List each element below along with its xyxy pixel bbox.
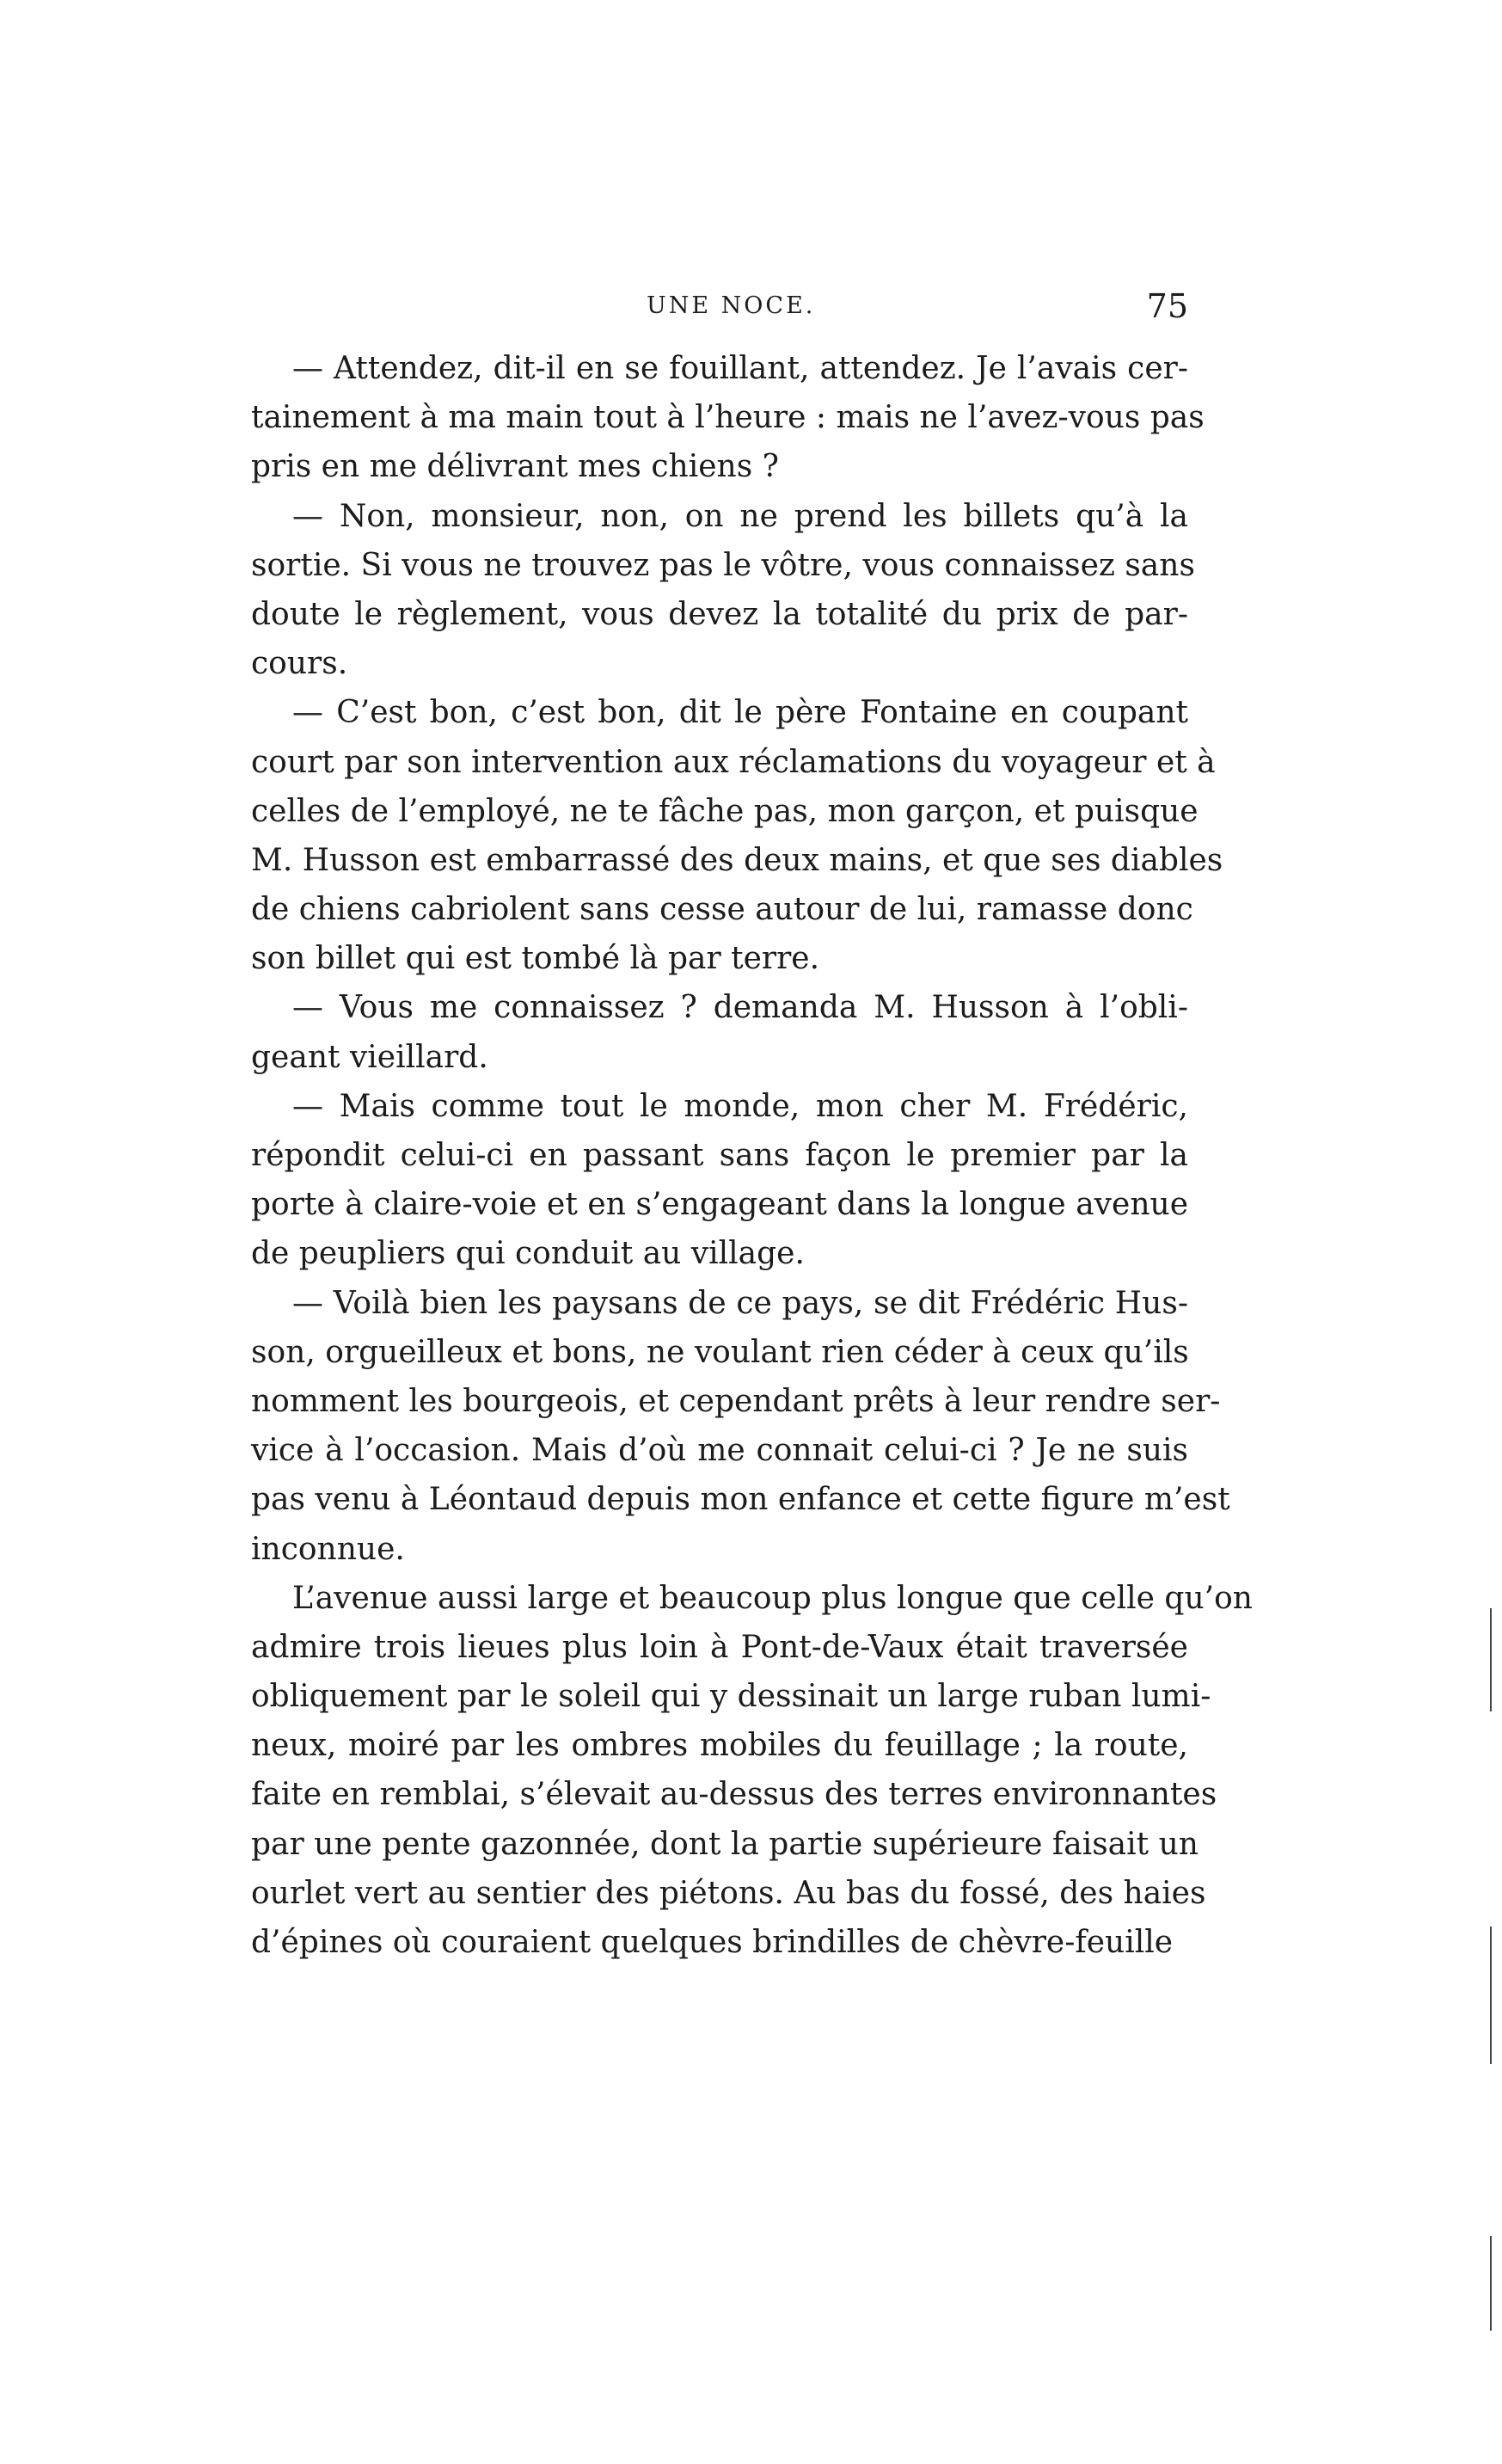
text-line: vice à l’occasion. Mais d’où me connait celui-ci ? Je ne suis [251, 1433, 1188, 1469]
text-line: de chiens cabriolent sans cesse autour de lui, ramasse donc [251, 892, 1193, 928]
running-head: UNE NOCE. [647, 292, 816, 319]
text-line: inconnue. [251, 1531, 405, 1567]
text-line: porte à claire-voie et en s’engageant dans la longue avenue [251, 1187, 1188, 1223]
text-line: — Vous me connaissez ? demanda M. Husson à l’obli- [292, 990, 1188, 1026]
text-line: — C’est bon, c’est bon, dit le père Fontaine en coupant [292, 695, 1188, 731]
text-line: pris en me délivrant mes chiens ? [251, 449, 779, 485]
body-text [251, 344, 1253, 1967]
text-line: faite en remblai, s’élevait au-dessus des terres environnantes [251, 1777, 1217, 1813]
text-line: doute le règlement, vous devez la totalité du prix de par- [251, 596, 1188, 632]
text-line: par une pente gazonnée, dont la partie supérieure faisait un [251, 1826, 1199, 1862]
text-line: M. Husson est embarrassé des deux mains, et que ses diables [251, 842, 1223, 878]
text-line: neux, moiré par les ombres mobiles du feuillage ; la route, [251, 1728, 1188, 1764]
text-line: geant vieillard. [251, 1039, 488, 1075]
text-line: admire trois lieues plus loin à Pont-de-Vaux était traversée [251, 1629, 1188, 1665]
page-header [251, 287, 1188, 344]
text-line: — Voilà bien les paysans de ce pays, se dit Frédéric Hus- [292, 1285, 1188, 1321]
text-line: pas venu à Léontaud depuis mon enfance et cette figure m’est [251, 1482, 1230, 1518]
text-line: son billet qui est tombé là par terre. [251, 941, 820, 977]
text-line: celles de l’employé, ne te fâche pas, mon garçon, et puisque [251, 793, 1199, 829]
text-line: obliquement par le soleil qui y dessinait un large ruban lumi- [251, 1679, 1211, 1715]
text-line: cours. [251, 646, 348, 682]
text-line: L’avenue aussi large et beaucoup plus longue que celle qu’on [292, 1580, 1253, 1616]
text-line: ourlet vert au sentier des piétons. Au bas du fossé, des haies [251, 1875, 1206, 1911]
scan-mark [1490, 1926, 1492, 2064]
text-line: sortie. Si vous ne trouvez pas le vôtre, vous connaissez sans [251, 547, 1195, 583]
text-line: tainement à ma main tout à l’heure : mais ne l’avez-vous pas [251, 400, 1205, 436]
page-number: 75 [1146, 287, 1188, 325]
text-line: — Attendez, dit-il en se fouillant, attendez. Je l’avais cer- [292, 351, 1188, 386]
text-line: court par son intervention aux réclamations du voyageur et à [251, 744, 1216, 780]
text-line: nomment les bourgeois, et cependant prêts à leur rendre ser- [251, 1383, 1221, 1419]
text-line: — Non, monsieur, non, on ne prend les billets qu’à la [292, 498, 1188, 534]
text-line: de peupliers qui conduit au village. [251, 1236, 805, 1272]
scan-mark [1490, 1608, 1492, 1711]
text-line: répondit celui-ci en passant sans façon le premier par la [251, 1138, 1188, 1173]
scan-mark [1490, 2236, 1492, 2331]
text-line: son, orgueilleux et bons, ne voulant rien céder à ceux qu’ils [251, 1334, 1189, 1370]
text-line: — Mais comme tout le monde, mon cher M. Frédéric, [292, 1088, 1188, 1124]
text-line: d’épines où couraient quelques brindilles de chèvre-feuille [251, 1925, 1174, 1960]
